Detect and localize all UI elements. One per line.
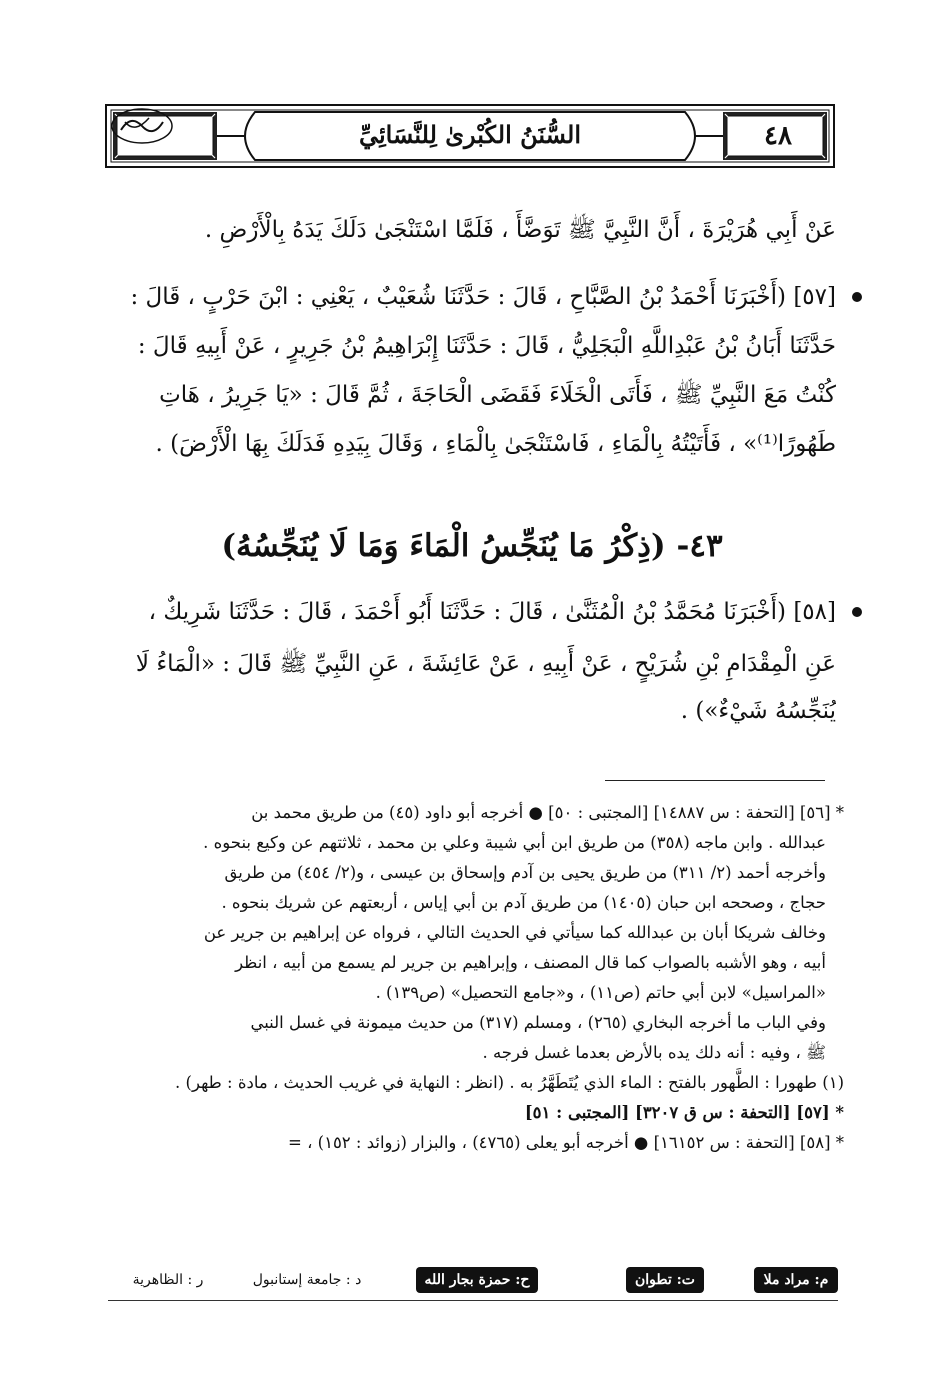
page-number: ٤٨ xyxy=(764,121,792,151)
text-line: حَدَّثَنَا أَبَانُ بْنُ عَبْدِاللَّهِ الْبَجَلِيُّ ، قَالَ : حَدَّثَنَا إِبْرَاهِيمُ بْنُ جَرِيرٍ ، عَنْ أَبِيهِ قَالَ : xyxy=(137,333,836,359)
footnote-56: * [٥٦] [التحفة : س ١٤٨٨٧] [المجتبى : ٥٠] ● أخرجه أبو داود (٤٥) من طريق محمد بن xyxy=(251,803,844,822)
chapter-heading: ٤٣- (ذِكْرُ مَا يُنَجِّسُ الْمَاءَ وَمَا لَا يُنَجِّسُهُ) xyxy=(221,528,723,564)
text-line: عَنْ أَبِي هُرَيْرَةَ ، أَنَّ النَّبِيَّ ﷺ تَوَضَّأَ ، فَلَمَّا اسْتَنْجَىٰ دَلَكَ يَدَهُ بِالْأَرْضِ . xyxy=(204,217,836,243)
footnote-line: «المراسيل» لابن أبي حاتم (ص١١) ، و«جامع التحصيل» (ص١٣٩) . xyxy=(375,983,826,1002)
text-line: [٥٨] (أَخْبَرَنَا مُحَمَّدُ بْنُ الْمُثَنَّىٰ ، قَالَ : حَدَّثَنَا أَبُو أَحْمَدَ ، قَالَ : حَدَّثَنَا شَرِيكٌ ، xyxy=(148,599,836,625)
footnote-line: وخالف شريكا أبان بن عبدالله كما سيأتي في الحديث التالي ، فرواه عن إبراهيم بن جرير عن xyxy=(203,923,826,942)
footnote-separator xyxy=(605,780,825,781)
footnote-line: ﷺ ، وفيه : أنه دلك يده بالأرض بعدما غسل فرجه . xyxy=(482,1043,826,1062)
manuscript-tag-h: ح: حمزة بجار الله xyxy=(416,1267,538,1293)
footnotes xyxy=(104,798,844,1158)
footnote-58: * [٥٨] [التحفة : س ١٦١٥٢] ● أخرجه أبو يعلى (٤٧٦٥) ، والبزار (زوائد : ١٥٢) ، = xyxy=(288,1133,844,1152)
footnote-line: وأخرجه أحمد (٢/ ٣١١) من طريق يحيى بن آدم وإسحاق بن عيسى ، و(٢/ ٤٥٤) من طريق xyxy=(224,863,826,882)
bullet-icon xyxy=(852,607,862,617)
hadith-58 xyxy=(108,590,836,733)
book-seal-logo xyxy=(105,104,179,148)
footnote-line: حجاج ، وصححه ابن حبان (١٤٠٥) من طريق آدم بن أبي إياس ، أربعتهم عن شريك بنحوه . xyxy=(221,893,826,912)
text-line: عَنِ الْمِقْدَامِ بْنِ شُرَيْحٍ ، عَنْ أَبِيهِ ، عَنْ عَائِشَةَ ، عَنِ النَّبِيِّ ﷺ قَالَ : «الْمَاءُ لَا xyxy=(135,651,836,677)
page-header xyxy=(105,104,835,168)
text-line: [٥٧] (أَخْبَرَنَا أَحْمَدُ بْنُ الصَّبَّاحِ ، قَالَ : حَدَّثَنَا شُعَيْبٌ ، يَعْنِي : ابْنَ حَرْبٍ ، قَالَ : xyxy=(130,284,836,310)
book-title: السُّنَنُ الكُبْرىٰ لِلنَّسَائِيِّ xyxy=(358,120,582,149)
footnote-line: عبدالله . وابن ماجه (٣٥٨) من طريق ابن أبي شيبة وعلي بن محمد ، ثلاثتهم عن وكيع بنحوه . xyxy=(203,833,826,852)
manuscript-tag-t: ت: تطوان xyxy=(626,1267,704,1293)
text-line: طَهُورًا⁽¹⁾» ، فَأَتَيْتُهُ بِالْمَاءِ ، فَاسْتَنْجَىٰ بِالْمَاءِ ، وَقَالَ بِيَدِهِ فَدَلَكَ بِهَا الْأَرْضَ) . xyxy=(155,431,836,457)
footnote-57: * [٥٧] [التحفة : س ق ٣٢٠٧] [المجتبى : ٥١] xyxy=(524,1103,844,1122)
footnote-line: وفي الباب ما أخرجه البخاري (٢٦٥) ، ومسلم (٣١٧) من حديث ميمونة في غسل النبي xyxy=(250,1013,826,1032)
hadith-57 xyxy=(108,275,836,466)
text-line: كُنْتُ مَعَ النَّبِيِّ ﷺ ، فَأَتَى الْخَلَاءَ فَقَضَى الْحَاجَةَ ، ثُمَّ قَالَ : «يَا جَرِيرُ ، هَاتِ xyxy=(159,382,836,408)
manuscript-label-r: ر : الظاهرية xyxy=(132,1272,204,1288)
bullet-icon xyxy=(852,292,862,302)
continuation-text xyxy=(108,208,836,252)
manuscript-tag-m: م: مراد ملا xyxy=(754,1267,838,1293)
footnote-1: (١) طهورا : الطَّهور بالفتح : الماء الذي يُتَطَهَّرُ به . (انظر : النهاية في غريب الحديث ، مادة : طهر) . xyxy=(175,1073,844,1092)
footer-rule xyxy=(108,1300,838,1301)
text-line: يُنَجِّسُهُ شَيْءٌ») . xyxy=(680,698,836,724)
manuscript-sigla-bar xyxy=(108,1264,838,1298)
manuscript-label-d: د : جامعة إستانبول xyxy=(252,1272,362,1288)
footnote-line: أبيه ، وهو الأشبه بالصواب كما قال المصنف ، وإبراهيم بن جرير لم يسمع من أبيه ، انظر xyxy=(235,953,826,972)
